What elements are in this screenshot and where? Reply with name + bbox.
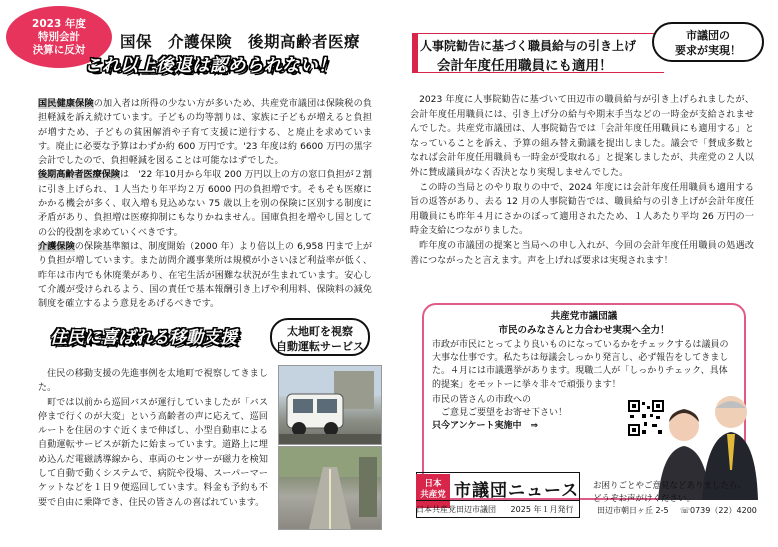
paragraph: 市民の皆さんの市政への	[432, 394, 532, 405]
paragraph: 町では以前から巡回バスが運行していましたが「バス停まで行くのが大変」という高齢者の声に応えて、巡回ルートを住居のすぐ近くまで伸ばし、小型自動車による自動運転サービスが新たに始まっています。道路上に埋め込んだ電磁誘導線から、車両のセンサーが磁力を検知して自動で動くシステムで、病院や役場、スーパーマーケットなどを１日９便巡回しています。料金も予約も不要で自由に乗降でき、住民の皆さんの喜ばれています。	[38, 397, 268, 508]
survey-link[interactable]: 只今アンケート実施中 ⇒	[432, 421, 539, 432]
paragraph-text: は '22 年10月から年収 200 万円以上の方の窓口負担が２割に引き上げられ、１人当たり年平均２万 6000 円の負担増です。そもそも医療にかかる機会が多く、収入増も見込めない 75 歳以上を別の保険に区別する制度に矛盾があり、負担増は医療抑制にもなりかねません。国庫負担を増やし国としての公的役割を求めていくべきです。	[38, 170, 372, 238]
left-article	[38, 97, 372, 311]
label-highlight: 介護保険	[38, 241, 75, 252]
contact-line: お困りごとやご意見などありましたら、	[593, 481, 747, 491]
move-title: 住民に喜ばれる移動支援	[50, 328, 237, 348]
bubble-line: 自動運転サービス	[276, 340, 364, 353]
paragraph-text: の保険基準額は、制度開始（2000 年）より倍以上の 6,958 円まで上がり負担が増しています。また訪問介護事業所は規模が小さいほど利益率が低く、昨年は市内でも休廃業があり、在宅生活が困難な状況が生まれています。安心して介護が受けられるよう、国の責任で基本報酬引き上げや利用料、保険料の減免制度を確立するよう意見をあげるべきです。	[38, 241, 372, 310]
paragraph	[38, 168, 372, 239]
paragraph: この時の当局とのやり取りの中で、2024 年度には会計年度任用職員も適用する旨の返答があり、去る 12 月の人事院勧告では、職員給与の引き上げが会計年度任用職員にも昨年４月にさかのぼって適用されたため、１人あたり平均 26 万円の一時金支給につながりました。	[410, 182, 754, 237]
box-title-line: 共産党市議団議	[550, 311, 618, 322]
logo-line: 共産党	[420, 490, 446, 500]
box-title-line: 市民のみなさんと力合わせ実現へ全力！	[498, 325, 670, 336]
issue-date: 2025 年１月発行	[510, 505, 574, 514]
move-bubble	[270, 318, 370, 356]
paragraph: 市政が市民にとってより良いものになっているかをチェックするは議員の大事な仕事です。私たちは毎議会しっかり発言し、必ず報告をしてきました。４月には市議選挙があります。現職二人が「しっかりチェック、具体的提案」をモットーに挙々非々で頑張ります！	[432, 340, 729, 390]
badge-line: 2023 年度	[32, 17, 86, 30]
right-article	[410, 93, 754, 268]
bubble-line: 太地町を視察	[287, 325, 353, 338]
contact-line: どうぞお声がけください。	[593, 493, 696, 504]
label-highlight: 国民健康保険	[38, 99, 94, 109]
move-article	[38, 367, 268, 510]
bubble-line: 市議団の	[686, 29, 730, 42]
newsletter-title: 市議団ニュース	[454, 481, 580, 501]
paragraph: 昨年度の市議団の提案と当局への申し入れが、今回の会計年度任用職員の処遇改善につながったと言えます。声を上げれば要求は実現されます！	[410, 240, 754, 266]
paragraph	[38, 97, 372, 168]
logo-line: 日本	[424, 479, 442, 489]
paragraph: 2023 年度に人事院勧告に基づいて田辺市の職員給与が引き上げられましたが、会計年度任用職員には、引き上げ分の給与や期末手当などの一時金が支給されませんでした。共産党市議団は、人事院勧告では「会計年度任用職員にも適用する」となっていることを訴え、予算の組み替え動議を提出しました。議会で「賛成多数となれば会計年度任用職員も一時金が受取れる」と提案しましたが、共産党の２人以外に賛成議員がなく否決となり実現しませんでした。	[410, 95, 754, 178]
badge-line: 決算に反対	[32, 43, 86, 56]
paragraph: 住民の移動支援の先進事例を太地町で視察してきました。	[38, 369, 268, 394]
right-bubble	[652, 22, 764, 62]
autonomous-car-photo	[278, 365, 382, 445]
phone-number[interactable]: ☏0739（22）4200	[680, 506, 757, 515]
right-banner-line2: 会計年度任用職員にも適用！	[437, 58, 613, 74]
paragraph: ご意見ご要望をお寄せ下さい！	[441, 408, 568, 419]
road-guide-photo	[278, 446, 382, 530]
contact-note	[593, 480, 763, 505]
badge-line: 特別会計	[38, 30, 80, 43]
paragraph-text: の加入者は所得の少ない方が多いため、共産党市議団は保険税の負担軽減を訴え続けています。子どもの均等割りは、家族に子どもが増えると負担が増すため、子どもの貧困解消や子育て支援に逆行する、と廃止を求めています。廃止に必要な予算はわずか約 600 万円です。'23 年度は約 6600 万円の黒字会計でしたので、負担軽減を図ることは可能なはずでした。	[38, 99, 372, 167]
address: 田辺市朝日ヶ丘 2-5	[597, 506, 669, 515]
org-name: 日本共産党田辺市議団	[416, 505, 496, 514]
left-subheadline: これ以上後退は認められない！	[84, 56, 336, 76]
council-box-title	[422, 310, 746, 338]
footer-info	[416, 500, 580, 519]
left-headline: 国保 介護保険 後期高齢者医療	[120, 33, 361, 51]
label-highlight: 後期高齢者医療保険	[38, 170, 120, 181]
paragraph	[38, 240, 372, 311]
right-banner-line1: 人事院勧告に基づく職員給与の引き上げ	[420, 39, 637, 53]
bubble-line: 要求が実現！	[675, 44, 741, 57]
